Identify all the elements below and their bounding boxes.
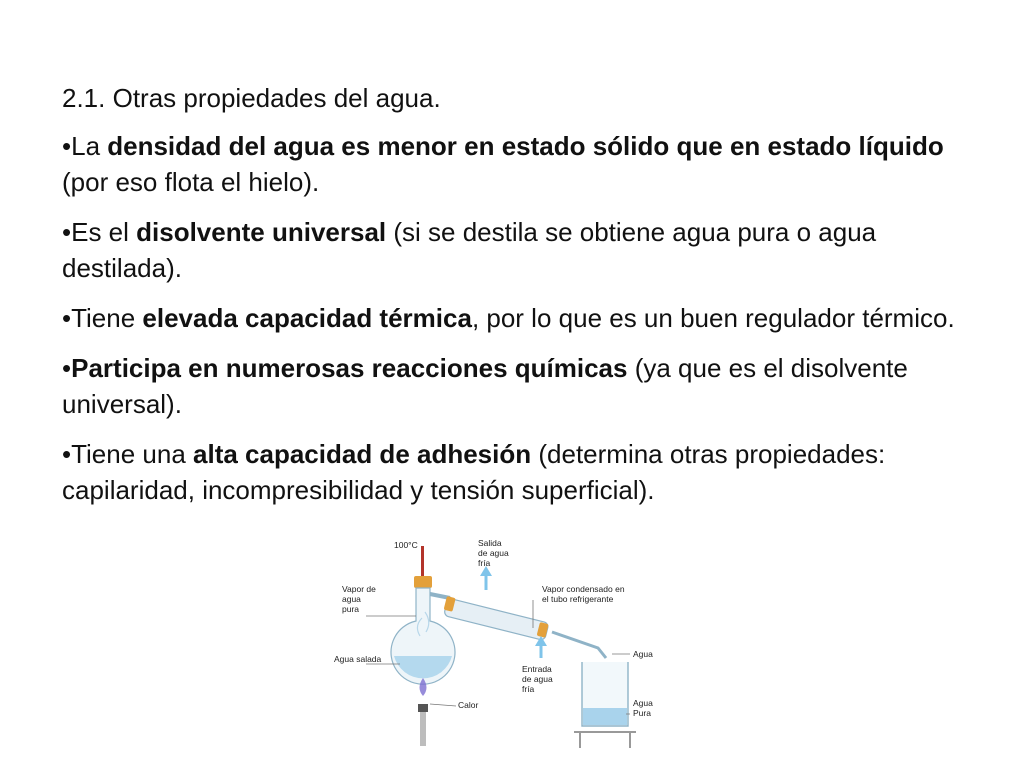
bullet-thermal-post: , por lo que es un buen regulador térmico. [471,303,955,333]
label-salida-3: fría [478,558,491,568]
label-entrada-3: fría [522,684,535,694]
slide-content [62,80,972,522]
bullet-solvent-bold: disolvente universal [136,217,387,247]
bullet-reactions-post: (ya que es el disolvente universal). [62,353,908,419]
slide-heading: 2.1. Otras propiedades del agua. [62,83,441,113]
label-agua-pura-1: Agua [633,698,653,708]
label-calor: Calor [458,700,479,710]
bullet-density-bold: densidad del agua es menor en estado sólido que en estado líquido [107,131,944,161]
bullet-reactions [62,350,972,422]
label-condensado-2: el tubo refrigerante [542,594,614,604]
label-vapor-3: pura [342,604,360,614]
burner-stem [420,712,426,746]
bullet-adhesion [62,436,972,508]
label-salida-2: de agua [478,548,509,558]
bullet-density [62,128,972,200]
distillation-diagram [330,536,670,750]
bullet-density-pre: •La [62,131,108,161]
bullet-reactions-bold: Participa en numerosas reacciones químicas [71,353,628,383]
bullet-solvent-pre: •Es el [62,217,137,247]
label-agua: Agua [633,649,653,659]
beaker-stand [574,732,636,748]
pure-water [583,708,627,725]
label-condensado-1: Vapor condensado en [542,584,625,594]
flask-cork [414,576,432,588]
bullet-thermal-pre: •Tiene [62,303,143,333]
label-salida-1: Salida [478,538,502,548]
label-agua-salada: Agua salada [334,654,382,664]
label-vapor-1: Vapor de [342,584,376,594]
bullet-thermal-bold: elevada capacidad térmica [142,303,472,333]
bullet-thermal [62,300,972,336]
label-vapor-2: agua [342,594,361,604]
label-entrada-2: de agua [522,674,553,684]
bullet-reactions-pre: • [62,353,72,383]
bullet-adhesion-pre: •Tiene una [62,439,194,469]
temp-label: 100°C [394,540,418,550]
label-agua-pura-2: Pura [633,708,651,718]
bullet-density-post: (por eso flota el hielo). [62,167,320,197]
bullet-solvent [62,214,972,286]
bullet-solvent-post: (si se destila se obtiene agua pura o agua destilada). [62,217,877,283]
bullet-adhesion-post: (determina otras propiedades: capilaridad, incompresibilidad y tensión superficial). [62,439,886,505]
label-entrada-1: Entrada [522,664,552,674]
bullet-adhesion-bold: alta capacidad de adhesión [193,439,532,469]
outlet-tube [552,632,606,658]
burner-top [418,704,428,712]
